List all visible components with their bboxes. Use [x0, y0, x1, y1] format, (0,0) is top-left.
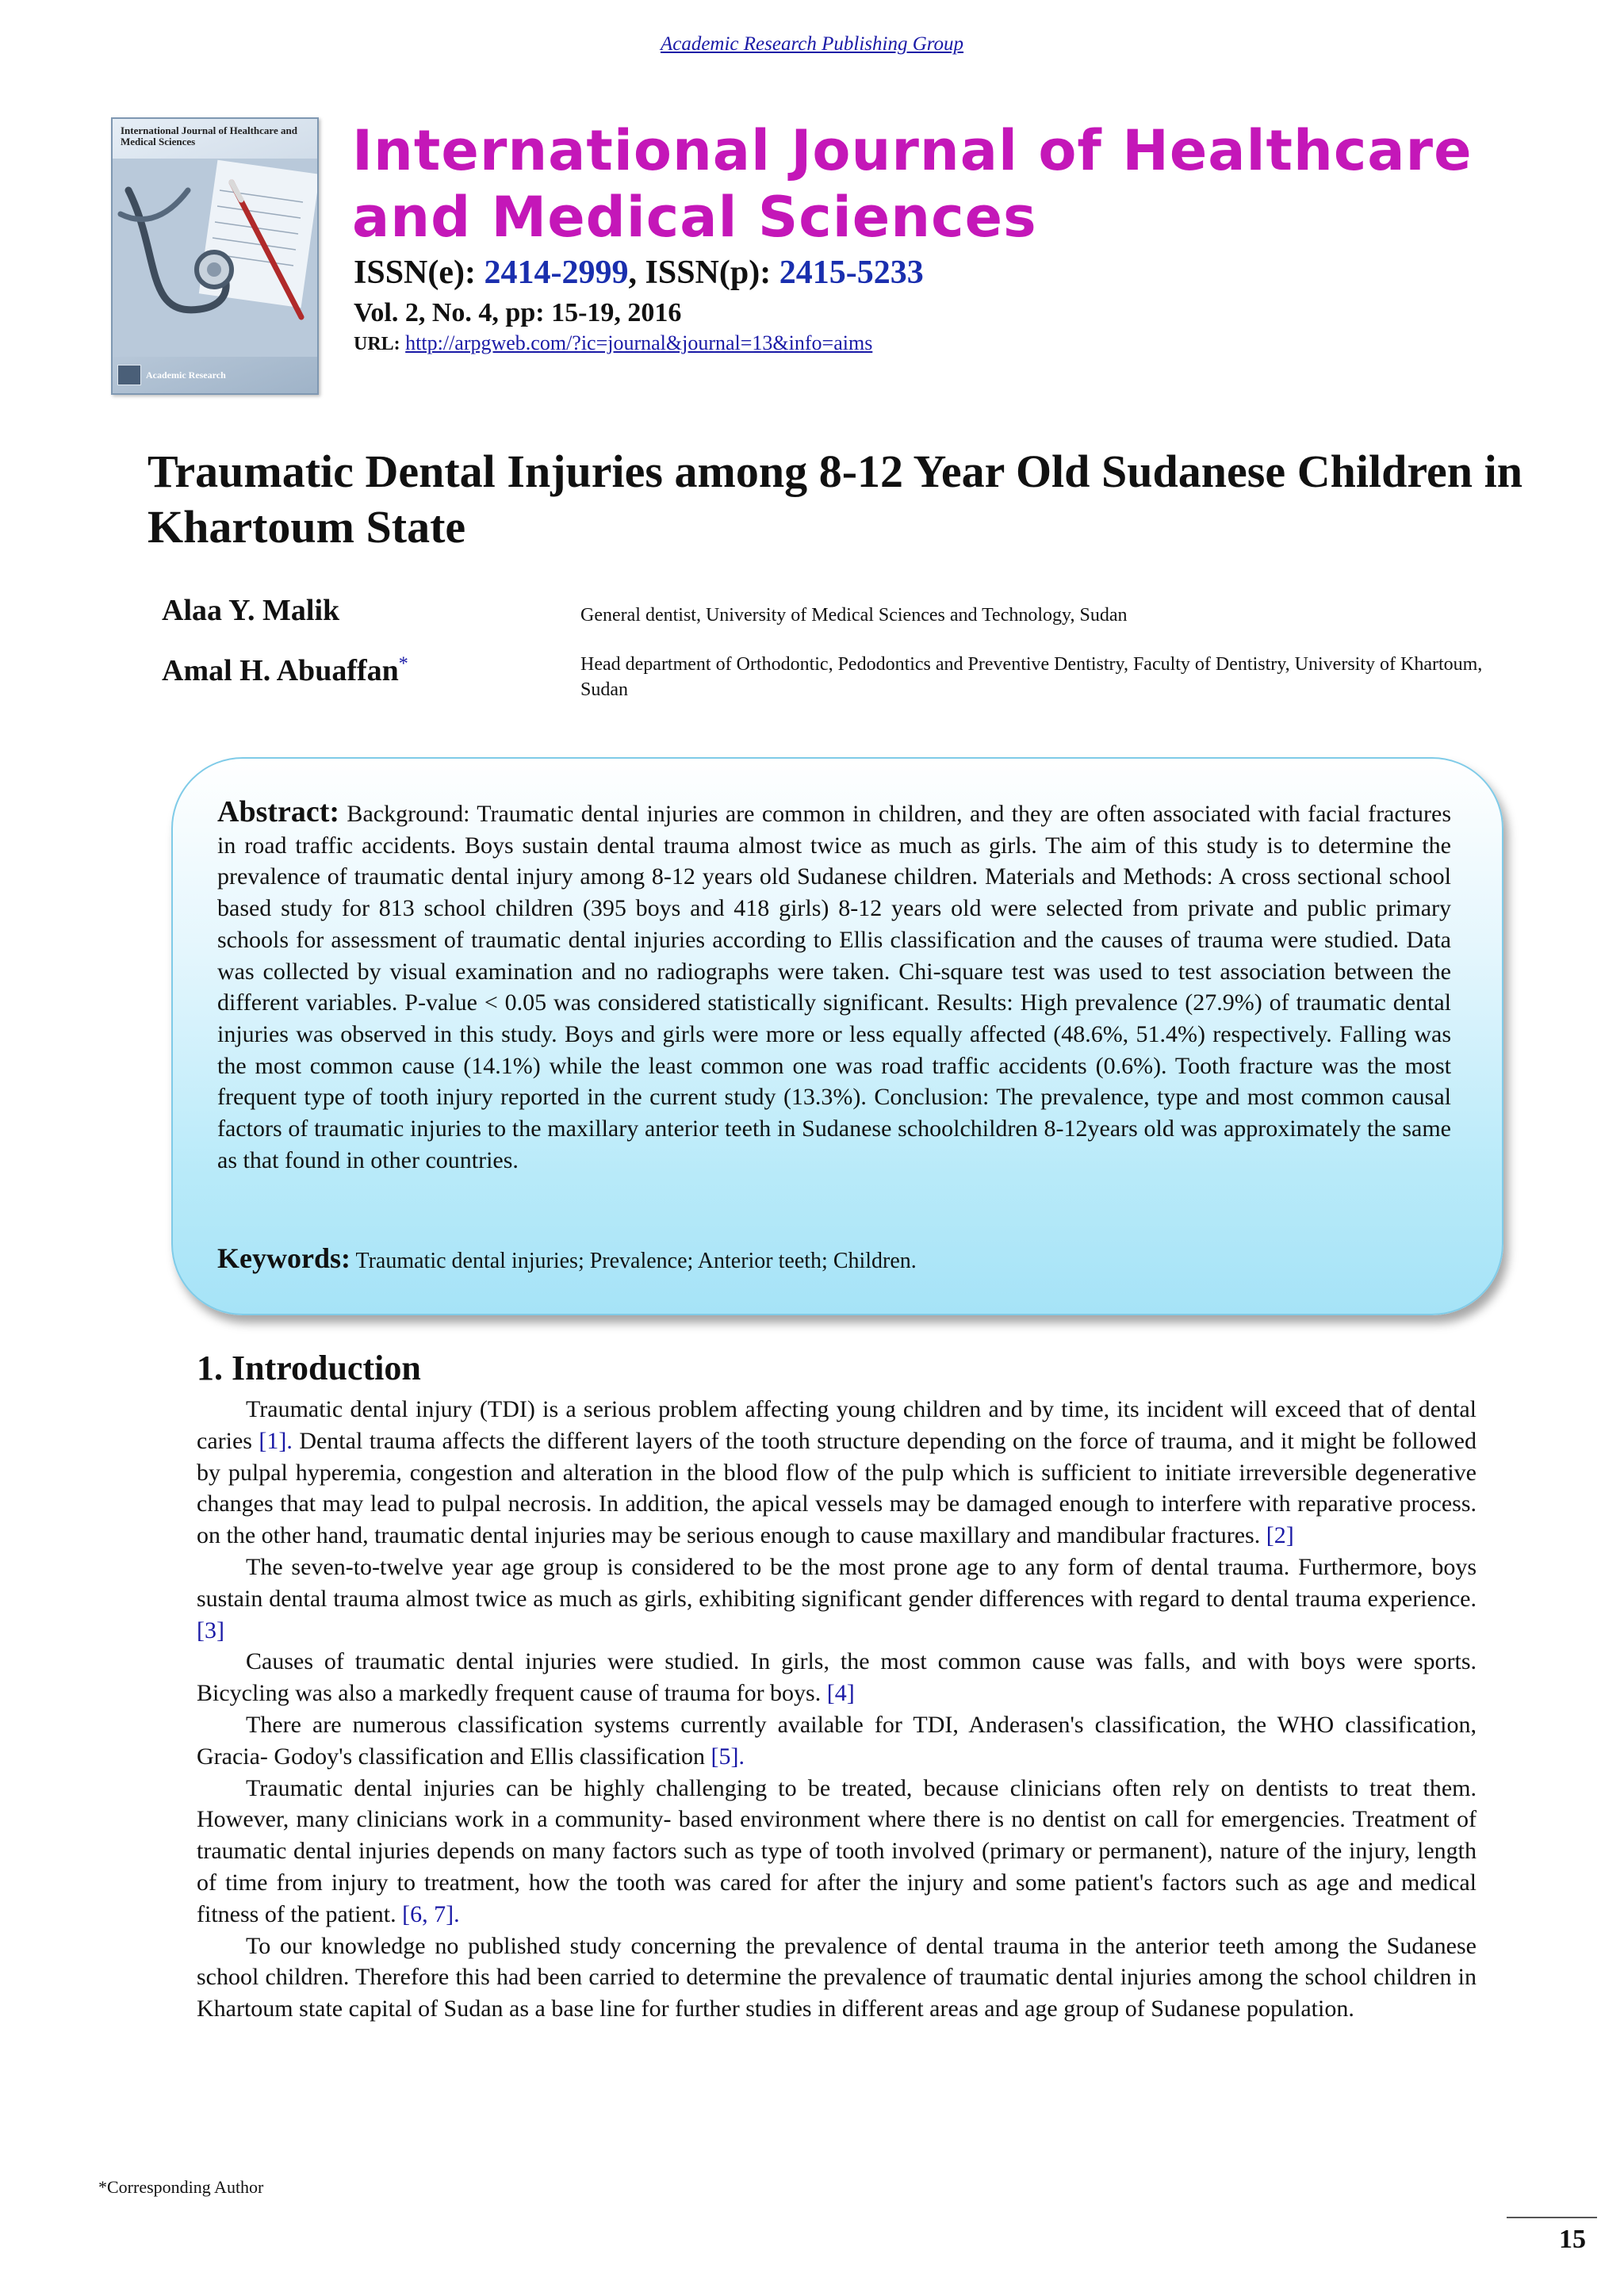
citation-link[interactable]: [6, 7]. — [402, 1900, 460, 1927]
citation-link[interactable]: [1]. — [259, 1427, 293, 1454]
issn-separator: , — [628, 254, 645, 291]
intro-p1-text-cont: Dental trauma affects the different layers of the tooth structure depending on the force of trauma, and it might be followed by pulpal hyperemia, congestion and alteration in the blood flow of the pulp which is sufficient to initiate irreversible degenerative changes that may lead to pulpal necrosis. In addition, the apical vessels may be damaged enough to interfere with reparative process. on the other hand, traumatic dental injuries may be serious enough to cause maxillary and mandibular fractures. — [197, 1427, 1477, 1549]
keywords-label: Keywords: — [217, 1242, 350, 1274]
introduction-body — [197, 1394, 1477, 2025]
citation-link[interactable]: [4] — [826, 1680, 855, 1707]
intro-p3-text: Causes of traumatic dental injuries were studied. In girls, the most common cause was falls, and with boys were sports. Bicycling was also a markedly frequent cause of trauma for boys. — [197, 1648, 1477, 1707]
intro-paragraph — [197, 1709, 1477, 1773]
journal-cover-image — [111, 117, 319, 395]
abstract-label: Abstract: — [217, 795, 340, 828]
citation-link[interactable]: [2] — [1266, 1522, 1294, 1549]
url-label: URL: — [354, 334, 400, 354]
author-name — [162, 593, 339, 628]
intro-p5-text: Traumatic dental injuries can be highly challenging to be treated, because clinicians often rely on dentists to treat them. However, many clinicians work in a community- based environment where there is no dentist on call for emergencies. Treatment of traumatic dental injuries depends on many factors such as type of tooth involved (primary or permanent), nature of the injury, length of time from injury to treatment, how the tooth was cared for after the injury and some patient's factors such as age and medical fitness of the patient. — [197, 1774, 1477, 1927]
paper-title: Traumatic Dental Injuries among 8-12 Year Old Sudanese Children in Khartoum State — [147, 446, 1522, 553]
journal-url-link[interactable]: http://arpgweb.com/?ic=journal&journal=13&info=aims — [405, 331, 873, 354]
author-1-name: Alaa Y. Malik — [162, 594, 340, 627]
intro-paragraph — [197, 1394, 1477, 1552]
keywords — [217, 1242, 917, 1275]
intro-p2-text: The seven-to-twelve year age group is considered to be the most prone age to any form of dental trauma. Furthermore, boys sustain dental trauma almost twice as much as girls, exhibiting significant gender differences with regard to dental trauma experience. — [197, 1553, 1477, 1612]
issn-p-value: 2415-5233 — [779, 254, 924, 291]
author-2-affiliation: Head department of Orthodontic, Pedodontics and Preventive Dentistry, Faculty of Dentistry, University of Khartoum, Sudan — [580, 654, 1483, 700]
publisher-link-container — [0, 33, 1624, 55]
journal-url-line — [354, 331, 872, 355]
cover-logo-text: Academic Research — [146, 369, 226, 381]
corresponding-author-marker[interactable]: * — [398, 653, 408, 675]
cover-publisher-logo — [117, 363, 226, 387]
abstract — [217, 797, 1451, 1176]
keywords-list: Traumatic dental injuries; Prevalence; Anterior teeth; Children. — [350, 1249, 917, 1273]
citation-link[interactable]: [5]. — [710, 1743, 745, 1770]
footer-divider — [1507, 2217, 1597, 2218]
abstract-body: Background: Traumatic dental injuries are common in children, and they are often associated with facial fractures in road traffic accidents. Boys sustain dental trauma almost twice as much as girls. The aim of this study is to determine the prevalence of traumatic dental injury among 8-12 years old Sudanese children. Materials and Methods: A cross sectional school based study for 813 school children (395 boys and 418 girls) 8-12 years old were selected from private and public primary schools for assessment of traumatic dental injuries according to Ellis classification and the causes of trauma were studied. Data was collected by visual examination and no radiographs were taken. Chi-square test was used to test association between the different variables. P-value < 0.05 was considered statistically significant. Results: High prevalence (27.9%) of traumatic dental injuries was observed in this study. Boys and girls were more or less equally affected (48.6%, 51.4%) respectively. Falling was the most common cause (14.1%) while the least common one was road traffic accidents (0.6%). Tooth fracture was the most frequent type of tooth injury reported in the current study (13.3%). Conclusion: The prevalence, type and most common causal factors of traumatic injuries to the maxillary anterior teeth in Sudanese schoolchildren 8-12years old was approximately the same as that found in other countries. — [217, 801, 1451, 1173]
author-2-name: Amal H. Abuaffan — [162, 654, 399, 687]
issn-line — [354, 254, 924, 292]
intro-paragraph — [197, 1646, 1477, 1709]
page-number: 15 — [1559, 2225, 1586, 2254]
intro-paragraph — [197, 1773, 1477, 1931]
intro-p1-text: Traumatic dental injury (TDI) is a serious problem affecting young children and by time, its incident will exceed that of dental caries — [197, 1396, 1477, 1454]
journal-title: International Journal of Healthcare and Medical Sciences — [352, 118, 1473, 250]
author-1-affiliation: General dentist, University of Medical Sciences and Technology, Sudan — [580, 605, 1128, 626]
intro-paragraph — [197, 1931, 1477, 2025]
publisher-link[interactable]: Academic Research Publishing Group — [660, 33, 964, 55]
cover-title: International Journal of Healthcare and Medical Sciences — [121, 124, 297, 147]
issn-p-label: ISSN(p): — [645, 254, 772, 291]
issn-e-label: ISSN(e): — [354, 254, 476, 291]
stethoscope-illustration — [113, 159, 317, 357]
issn-e-value: 2414-2999 — [484, 254, 629, 291]
intro-p4-text: There are numerous classification systems currently available for TDI, Anderasen's classification, the WHO classification, Gracia- Godoy's classification and Ellis classification — [197, 1711, 1477, 1770]
publisher-logo-icon — [117, 365, 141, 385]
volume-info: Vol. 2, No. 4, pp: 15-19, 2016 — [354, 298, 682, 327]
corresponding-author-footnote: *Corresponding Author — [98, 2177, 264, 2197]
citation-link[interactable]: [3] — [197, 1617, 224, 1644]
author-name — [162, 653, 408, 688]
intro-p6-text: To our knowledge no published study concerning the prevalence of dental trauma in the anterior teeth among the Sudanese school children. Therefore this had been carried to determine the prevalence of traumatic dental injuries among the school children in Khartoum state capital of Sudan as a base line for further studies in different areas and age group of Sudanese population. — [197, 1932, 1477, 2022]
section-heading-introduction: 1. Introduction — [197, 1349, 421, 1387]
intro-paragraph — [197, 1552, 1477, 1646]
